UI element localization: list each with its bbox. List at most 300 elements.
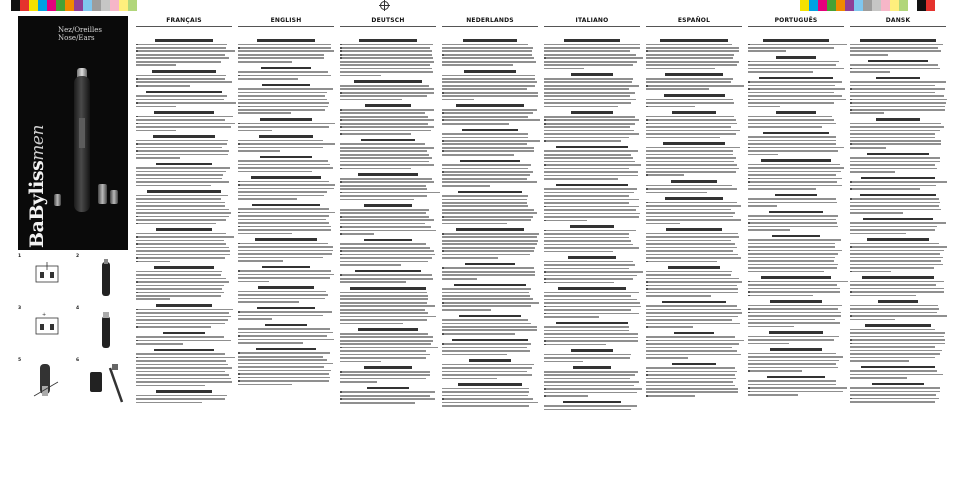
- text-line: [238, 130, 272, 132]
- text-line: [850, 377, 907, 379]
- text-line: [748, 198, 836, 200]
- text-line: [442, 119, 540, 121]
- text-line: [850, 357, 935, 359]
- text-line: [238, 143, 335, 145]
- text-line: [238, 294, 328, 296]
- column-title: PORTUGUÊS: [748, 16, 844, 27]
- text-line: [442, 292, 529, 294]
- text-block: [748, 331, 844, 344]
- color-swatch: [836, 0, 845, 11]
- text-line: [238, 198, 297, 200]
- text-line: [850, 350, 942, 352]
- section-heading: [354, 80, 422, 83]
- text-line: [544, 85, 639, 87]
- text-line: [850, 264, 943, 266]
- registration-mark-icon: [380, 1, 389, 10]
- section-heading: [265, 324, 307, 327]
- text-line: [850, 260, 941, 262]
- text-line: [646, 50, 739, 52]
- text-line: [238, 61, 292, 63]
- text-line: [646, 381, 733, 383]
- text-line: [136, 295, 221, 297]
- text-line: [544, 344, 606, 346]
- text-line: [748, 219, 836, 221]
- text-line: [238, 274, 334, 276]
- column-subtitle: [136, 31, 232, 36]
- text-line: [544, 237, 629, 239]
- text-line: [646, 212, 735, 214]
- text-line: [544, 354, 631, 356]
- text-line: [238, 167, 333, 169]
- text-line: [340, 323, 403, 325]
- text-line: [238, 332, 333, 334]
- text-line: [544, 102, 631, 104]
- text-line: [850, 68, 940, 70]
- text-line: [646, 216, 733, 218]
- text-line: [238, 301, 299, 303]
- section-heading: [876, 77, 919, 80]
- text-line: [850, 123, 941, 125]
- text-line: [442, 44, 528, 46]
- text-line: [340, 185, 426, 187]
- text-block: [340, 104, 436, 134]
- section-heading: [458, 383, 522, 386]
- text-line: [544, 116, 635, 118]
- text-line: [136, 285, 224, 287]
- text-line: [544, 157, 633, 159]
- section-heading: [769, 331, 823, 334]
- text-line: [136, 367, 232, 369]
- text-block: [442, 70, 538, 100]
- text-line: [136, 223, 216, 225]
- text-line: [340, 168, 411, 170]
- figure-5: [18, 358, 72, 410]
- color-swatch: [899, 0, 908, 11]
- text-line: [238, 277, 330, 279]
- text-line: [442, 302, 539, 304]
- text-line: [136, 323, 225, 325]
- text-line: [340, 109, 434, 111]
- text-line: [340, 68, 432, 70]
- text-line: [646, 243, 735, 245]
- text-line: [850, 205, 939, 207]
- text-line: [238, 106, 328, 108]
- text-line: [136, 178, 222, 180]
- text-line: [136, 309, 233, 311]
- text-block: [442, 383, 538, 407]
- language-column: [646, 16, 742, 472]
- section-heading: [152, 70, 216, 73]
- text-line: [340, 216, 429, 218]
- section-heading: [761, 276, 830, 279]
- text-line: [748, 253, 838, 255]
- color-swatch: [11, 0, 20, 11]
- attachment-comb-icon: [98, 184, 107, 204]
- text-line: [442, 398, 533, 400]
- text-line: [544, 216, 639, 218]
- text-line: [850, 360, 909, 362]
- text-line: [238, 260, 283, 262]
- text-line: [850, 233, 906, 235]
- text-line: [544, 385, 634, 387]
- text-line: [646, 130, 740, 132]
- section-heading: [256, 348, 316, 351]
- column-title: NEDERLANDS: [442, 16, 538, 27]
- text-line: [748, 322, 840, 324]
- text-line: [136, 54, 225, 56]
- section-heading: [156, 228, 212, 231]
- text-line: [748, 336, 839, 338]
- text-line: [544, 309, 631, 311]
- text-line: [340, 254, 435, 256]
- cover-title-line-1: Nez/Oreilles: [58, 26, 102, 34]
- figure-number: 4: [76, 306, 80, 311]
- text-line: [442, 112, 533, 114]
- text-line: [544, 44, 640, 46]
- text-block: [238, 39, 334, 63]
- section-heading: [664, 94, 725, 97]
- text-line: [646, 391, 738, 393]
- figure-number: 2: [76, 254, 80, 259]
- text-line: [238, 78, 298, 80]
- text-line: [136, 381, 232, 383]
- text-block: [340, 139, 436, 169]
- text-line: [136, 102, 236, 104]
- text-line: [442, 88, 527, 90]
- section-heading: [260, 156, 312, 159]
- text-line: [748, 140, 836, 142]
- text-line: [340, 54, 432, 56]
- text-line: [748, 150, 838, 152]
- text-block: [238, 204, 334, 234]
- text-line: [850, 319, 895, 321]
- text-line: [136, 261, 170, 263]
- text-line: [850, 267, 934, 269]
- section-heading: [463, 39, 517, 42]
- text-block: [238, 266, 334, 283]
- section-heading: [262, 266, 310, 269]
- section-heading: [460, 160, 520, 163]
- text-line: [544, 240, 631, 242]
- text-line: [748, 178, 842, 180]
- text-block: [748, 77, 844, 107]
- text-line: [136, 278, 226, 280]
- text-line: [136, 209, 229, 211]
- text-line: [238, 208, 329, 210]
- text-line: [850, 271, 891, 273]
- text-block: [748, 132, 844, 156]
- section-heading: [163, 332, 205, 335]
- text-block: [646, 266, 742, 296]
- text-line: [646, 367, 735, 369]
- text-line: [544, 188, 637, 190]
- text-line: [136, 195, 228, 197]
- text-line: [850, 222, 946, 224]
- text-line: [646, 168, 739, 170]
- text-block: [442, 228, 538, 258]
- text-line: [748, 284, 837, 286]
- text-line: [748, 44, 847, 46]
- text-line: [850, 44, 943, 46]
- text-line: [442, 236, 537, 238]
- text-line: [340, 261, 428, 263]
- text-line: [850, 157, 940, 159]
- text-line: [646, 247, 737, 249]
- figure-illustration-icon: [24, 258, 70, 302]
- text-line: [238, 366, 324, 368]
- text-line: [544, 130, 634, 132]
- text-line: [238, 150, 280, 152]
- text-line: [442, 347, 527, 349]
- column-subtitle: [442, 31, 538, 36]
- text-block: [442, 39, 538, 66]
- text-line: [340, 157, 432, 159]
- text-line: [850, 50, 941, 52]
- text-block: [748, 211, 844, 231]
- text-line: [442, 240, 538, 242]
- figure-grid: [18, 254, 130, 468]
- text-line: [136, 281, 229, 283]
- text-line: [850, 112, 884, 114]
- text-line: [238, 195, 324, 197]
- text-line: [442, 216, 533, 218]
- text-line: [748, 126, 822, 128]
- text-line: [238, 171, 312, 173]
- text-line: [136, 247, 229, 249]
- text-line: [136, 116, 233, 118]
- text-line: [646, 64, 737, 66]
- text-line: [340, 278, 433, 280]
- text-line: [544, 392, 637, 394]
- text-line: [442, 223, 507, 225]
- text-line: [442, 171, 533, 173]
- text-line: [748, 205, 777, 207]
- text-block: [544, 287, 640, 317]
- text-block: [850, 218, 946, 235]
- text-line: [646, 223, 680, 225]
- color-swatch: [872, 0, 881, 11]
- text-line: [238, 112, 291, 114]
- text-line: [748, 339, 834, 341]
- language-column: [748, 16, 844, 472]
- text-block: [340, 270, 436, 283]
- section-heading: [156, 390, 211, 393]
- text-line: [544, 244, 633, 246]
- text-block: [850, 77, 946, 114]
- text-line: [646, 357, 688, 359]
- front-cover: [18, 16, 128, 250]
- brand-name: BaByliss: [26, 160, 48, 248]
- text-line: [544, 171, 638, 173]
- text-line: [442, 61, 536, 63]
- text-line: [544, 154, 631, 156]
- text-line: [748, 229, 790, 231]
- text-line: [340, 357, 426, 359]
- text-line: [340, 95, 427, 97]
- text-line: [748, 250, 842, 252]
- column-title: ESPAÑOL: [646, 16, 742, 27]
- section-heading: [563, 401, 621, 404]
- text-block: [136, 135, 232, 159]
- text-line: [544, 337, 638, 339]
- text-line: [136, 95, 227, 97]
- column-title: DEUTSCH: [340, 16, 436, 27]
- text-block: [442, 129, 538, 156]
- section-heading: [469, 359, 511, 362]
- color-swatch: [809, 0, 818, 11]
- text-line: [136, 326, 211, 328]
- text-block: [544, 184, 640, 221]
- text-line: [442, 388, 529, 390]
- text-line: [442, 174, 530, 176]
- section-heading: [359, 39, 418, 42]
- text-line: [238, 270, 331, 272]
- section-heading: [454, 284, 525, 287]
- text-line: [136, 216, 229, 218]
- text-line: [136, 385, 205, 387]
- text-line: [340, 378, 426, 380]
- color-swatch: [119, 0, 128, 11]
- text-line: [136, 402, 202, 404]
- section-heading: [464, 70, 516, 73]
- text-line: [646, 209, 731, 211]
- section-heading: [558, 287, 625, 290]
- text-line: [850, 312, 937, 314]
- text-line: [238, 147, 323, 149]
- text-block: [136, 390, 232, 403]
- text-line: [850, 391, 940, 393]
- text-line: [646, 336, 735, 338]
- text-line: [748, 257, 835, 259]
- text-line: [136, 288, 222, 290]
- text-line: [340, 264, 401, 266]
- text-line: [748, 185, 842, 187]
- text-line: [442, 64, 513, 66]
- text-line: [340, 64, 430, 66]
- text-line: [136, 233, 226, 235]
- text-line: [442, 47, 533, 49]
- section-heading: [763, 132, 829, 135]
- text-line: [238, 75, 331, 77]
- text-line: [850, 164, 935, 166]
- text-line: [340, 316, 436, 318]
- text-line: [238, 123, 335, 125]
- text-block: [238, 118, 334, 131]
- section-heading: [458, 191, 522, 194]
- text-line: [544, 395, 588, 397]
- text-block: [442, 191, 538, 225]
- color-swatch: [47, 0, 56, 11]
- text-line: [442, 116, 528, 118]
- text-block: [238, 156, 334, 173]
- text-line: [136, 85, 190, 87]
- text-line: [238, 359, 327, 361]
- text-line: [544, 220, 587, 222]
- text-line: [748, 102, 834, 104]
- text-line: [340, 85, 429, 87]
- text-line: [748, 380, 836, 382]
- text-line: [442, 288, 531, 290]
- text-line: [340, 257, 432, 259]
- text-line: [442, 374, 532, 376]
- text-line: [340, 50, 432, 52]
- figure-illustration-icon: [24, 362, 70, 406]
- section-heading: [154, 111, 213, 114]
- text-block: [238, 176, 334, 200]
- text-block: [646, 111, 742, 138]
- text-line: [238, 88, 333, 90]
- figure-number: 5: [18, 358, 22, 363]
- text-line: [544, 357, 630, 359]
- text-block: [136, 266, 232, 300]
- text-block: [646, 94, 742, 107]
- language-column: [442, 16, 538, 472]
- text-line: [442, 140, 540, 142]
- section-heading: [863, 218, 933, 221]
- text-line: [136, 157, 180, 159]
- color-swatch: [854, 0, 863, 11]
- text-line: [340, 230, 436, 232]
- text-line: [850, 370, 937, 372]
- text-line: [646, 236, 739, 238]
- text-block: [850, 39, 946, 56]
- section-heading: [770, 348, 822, 351]
- text-line: [646, 137, 720, 139]
- text-block: [442, 104, 538, 124]
- color-swatch: [890, 0, 899, 11]
- text-line: [136, 57, 229, 59]
- text-line: [646, 88, 709, 90]
- section-heading: [668, 266, 720, 269]
- figure-6: [76, 358, 130, 410]
- text-line: [748, 246, 835, 248]
- section-heading: [763, 39, 829, 42]
- text-line: [136, 123, 235, 125]
- section-heading: [251, 176, 320, 179]
- color-swatch: [827, 0, 836, 11]
- column-title: DANSK: [850, 16, 946, 27]
- text-line: [850, 143, 941, 145]
- text-line: [340, 233, 374, 235]
- section-heading: [867, 153, 930, 156]
- text-line: [748, 360, 839, 362]
- text-line: [850, 257, 943, 259]
- text-line: [238, 384, 292, 386]
- text-line: [442, 143, 527, 145]
- text-line: [340, 295, 428, 297]
- text-line: [646, 123, 737, 125]
- text-line: [238, 246, 333, 248]
- text-line: [136, 50, 235, 52]
- text-block: [136, 163, 232, 187]
- text-line: [850, 92, 935, 94]
- section-heading: [767, 376, 825, 379]
- text-line: [850, 374, 943, 376]
- text-line: [238, 99, 327, 101]
- text-block: [238, 324, 334, 344]
- text-line: [748, 47, 834, 49]
- text-line: [442, 219, 531, 221]
- text-line: [850, 346, 935, 348]
- text-line: [238, 291, 326, 293]
- text-line: [646, 288, 738, 290]
- text-line: [442, 85, 535, 87]
- text-line: [850, 181, 947, 183]
- text-line: [850, 140, 941, 142]
- text-block: [340, 328, 436, 362]
- text-line: [544, 374, 635, 376]
- text-line: [544, 99, 636, 101]
